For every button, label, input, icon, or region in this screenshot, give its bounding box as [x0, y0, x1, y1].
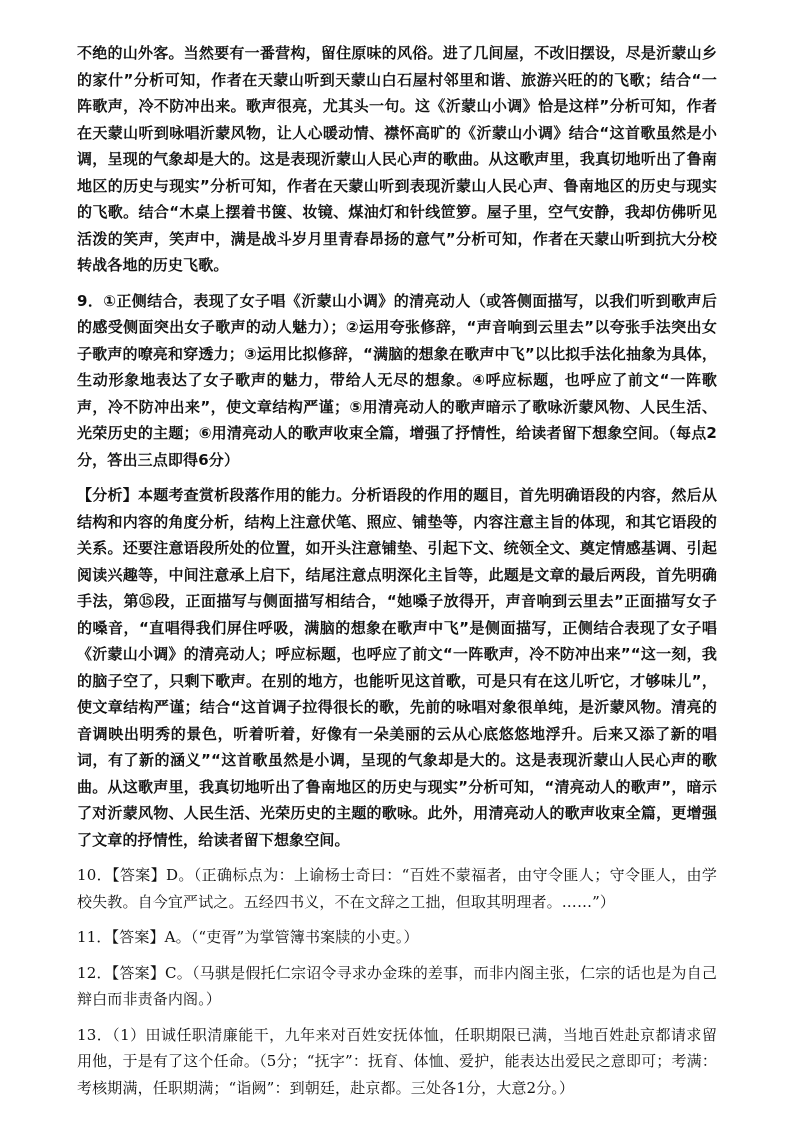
analysis-paragraph: 【分析】本题考查赏析段落作用的能力。分析语段的作用的题目，首先明确语段的内容，然后从结构和内容的角度分析，结构上注意伏笔、照应、铺垫等，内容注意主旨的体现，和其它语段的关系。还要注意语段所处的位置，如开头注意铺垫、引起下文、统领全文、奠定情感基调、引起阅读兴趣等，中间注意承上启下，结尾注意点明深化主旨等，此题是文章的最后两段，首先明确手法，第⑮段，正面描写与侧面描写相结合，“她嗓子放得开，声音响到云里去”正面描写女子的嗓音，“直唱得我们屏住呼吸，满脑的想象在歌声中飞”是侧面描写，正侧结合表现了女子唱《沂蒙山小调》的清亮动人；呼应标题，也呼应了前文“一阵歌声，冷不防冲出来”“这一刻，我的脑子空了，只剩下歌声。在别的地方，也能听见这首歌，可是只有在这儿听它，才够味儿”，使文章结构严谨；结合“这首调子拉得很长的歌，先前的咏唱对象很单纯，是沂蒙风物。清亮的音调映出明秀的景色，听着听着，好像有一朵美丽的云从心底悠悠地浮升。后来又添了新的唱词，有了新的涵义”“这首歌虽然是小调，呈现的气象却是大的。这是表现沂蒙山人民心声的歌曲。从这歌声里，我真切地听出了鲁南地区的历史与现实”分析可知，“清亮动人的歌声”，暗示了对沂蒙风物、人民生活、光荣历史的主题的歌咏。此外，用清亮动人的歌声收束全篇，更增强了文章的抒情性，给读者留下想象空间。: [77, 486, 717, 849]
answer-12-paragraph: 12．【答案】C。（马骐是假托仁宗诏令寻求办金珠的差事，而非内阁主张，仁宗的话也是为自己辩白而非责备内阁。）: [77, 963, 717, 1008]
answer-10-paragraph: 10．【答案】D。（正确标点为：上谕杨士奇曰：“百姓不蒙福者，由守令匪人；守令匪人，由学校失教。自今宜严试之。五经四书义，不在文辞之工拙，但取其明理者。……”）: [77, 866, 717, 911]
answer-11-paragraph: 11．【答案】A。（“吏胥”为掌管簿书案牍的小吏。）: [77, 928, 419, 946]
answer-9-paragraph: 9．①正侧结合，表现了女子唱《沂蒙山小调》的清亮动人（或答侧面描写，以我们听到歌声后的感受侧面突出女子歌声的动人魅力）；②运用夸张修辞，“声音响到云里去”以夸张手法突出女子歌声的嘹亮和穿透力；③运用比拟修辞，“满脑的想象在歌声中飞”以比拟手法化抽象为具体，生动形象地表达了女子歌声的魅力，带给人无尽的想象。④呼应标题，也呼应了前文“一阵歌声，冷不防冲出来”，使文章结构严谨；⑤用清亮动人的歌声暗示了歌咏沂蒙风物、人民生活、光荣历史的主题；⑥用清亮动人的歌声收束全篇，增强了抒情性，给读者留下想象空间。（每点2分，答出三点即得6分）: [77, 291, 717, 469]
answer-13-paragraph: 13．（1）田诚任职清廉能干，九年来对百姓安抚体恤，任职期限已满，当地百姓赴京都请求留用他，于是有了这个任命。（5分；“抚字”：抚育、体恤、爱护，能表达出爱民之意即可；考满：考核期满，任职期满；“诣阙”：到朝廷，赴京都。三处各1分，大意2分。）: [77, 1025, 717, 1097]
analysis-continuation-paragraph: 不绝的山外客。当然要有一番营构，留住原味的风俗。进了几间屋，不改旧摆设，尽是沂蒙山乡的家什”分析可知，作者在天蒙山听到天蒙山白石屋村邻里和谐、旅游兴旺的的飞歌；结合“一阵歌声，冷不防冲出来。歌声很亮，尤其头一句。这《沂蒙山小调》恰是这样”分析可知，作者在天蒙山听到咏唱沂蒙风物，让人心暖动情、襟怀高旷的《沂蒙山小调》结合“这首歌虽然是小调，呈现的气象却是大的。这是表现沂蒙山人民心声的歌曲。从这歌声里，我真切地听出了鲁南地区的历史与现实”分析可知，作者在天蒙山听到表现沂蒙山人民心声、鲁南地区的历史与现实的飞歌。结合“木桌上摆着书箧、妆镜、煤油灯和针线笸箩。屋子里，空气安静，我却仿佛听见活泼的笑声，笑声中，满是战斗岁月里青春昂扬的意气”分析可知，作者在天蒙山听到抗大分校转战各地的历史飞歌。: [77, 44, 717, 274]
document-page: [77, 40, 717, 1101]
